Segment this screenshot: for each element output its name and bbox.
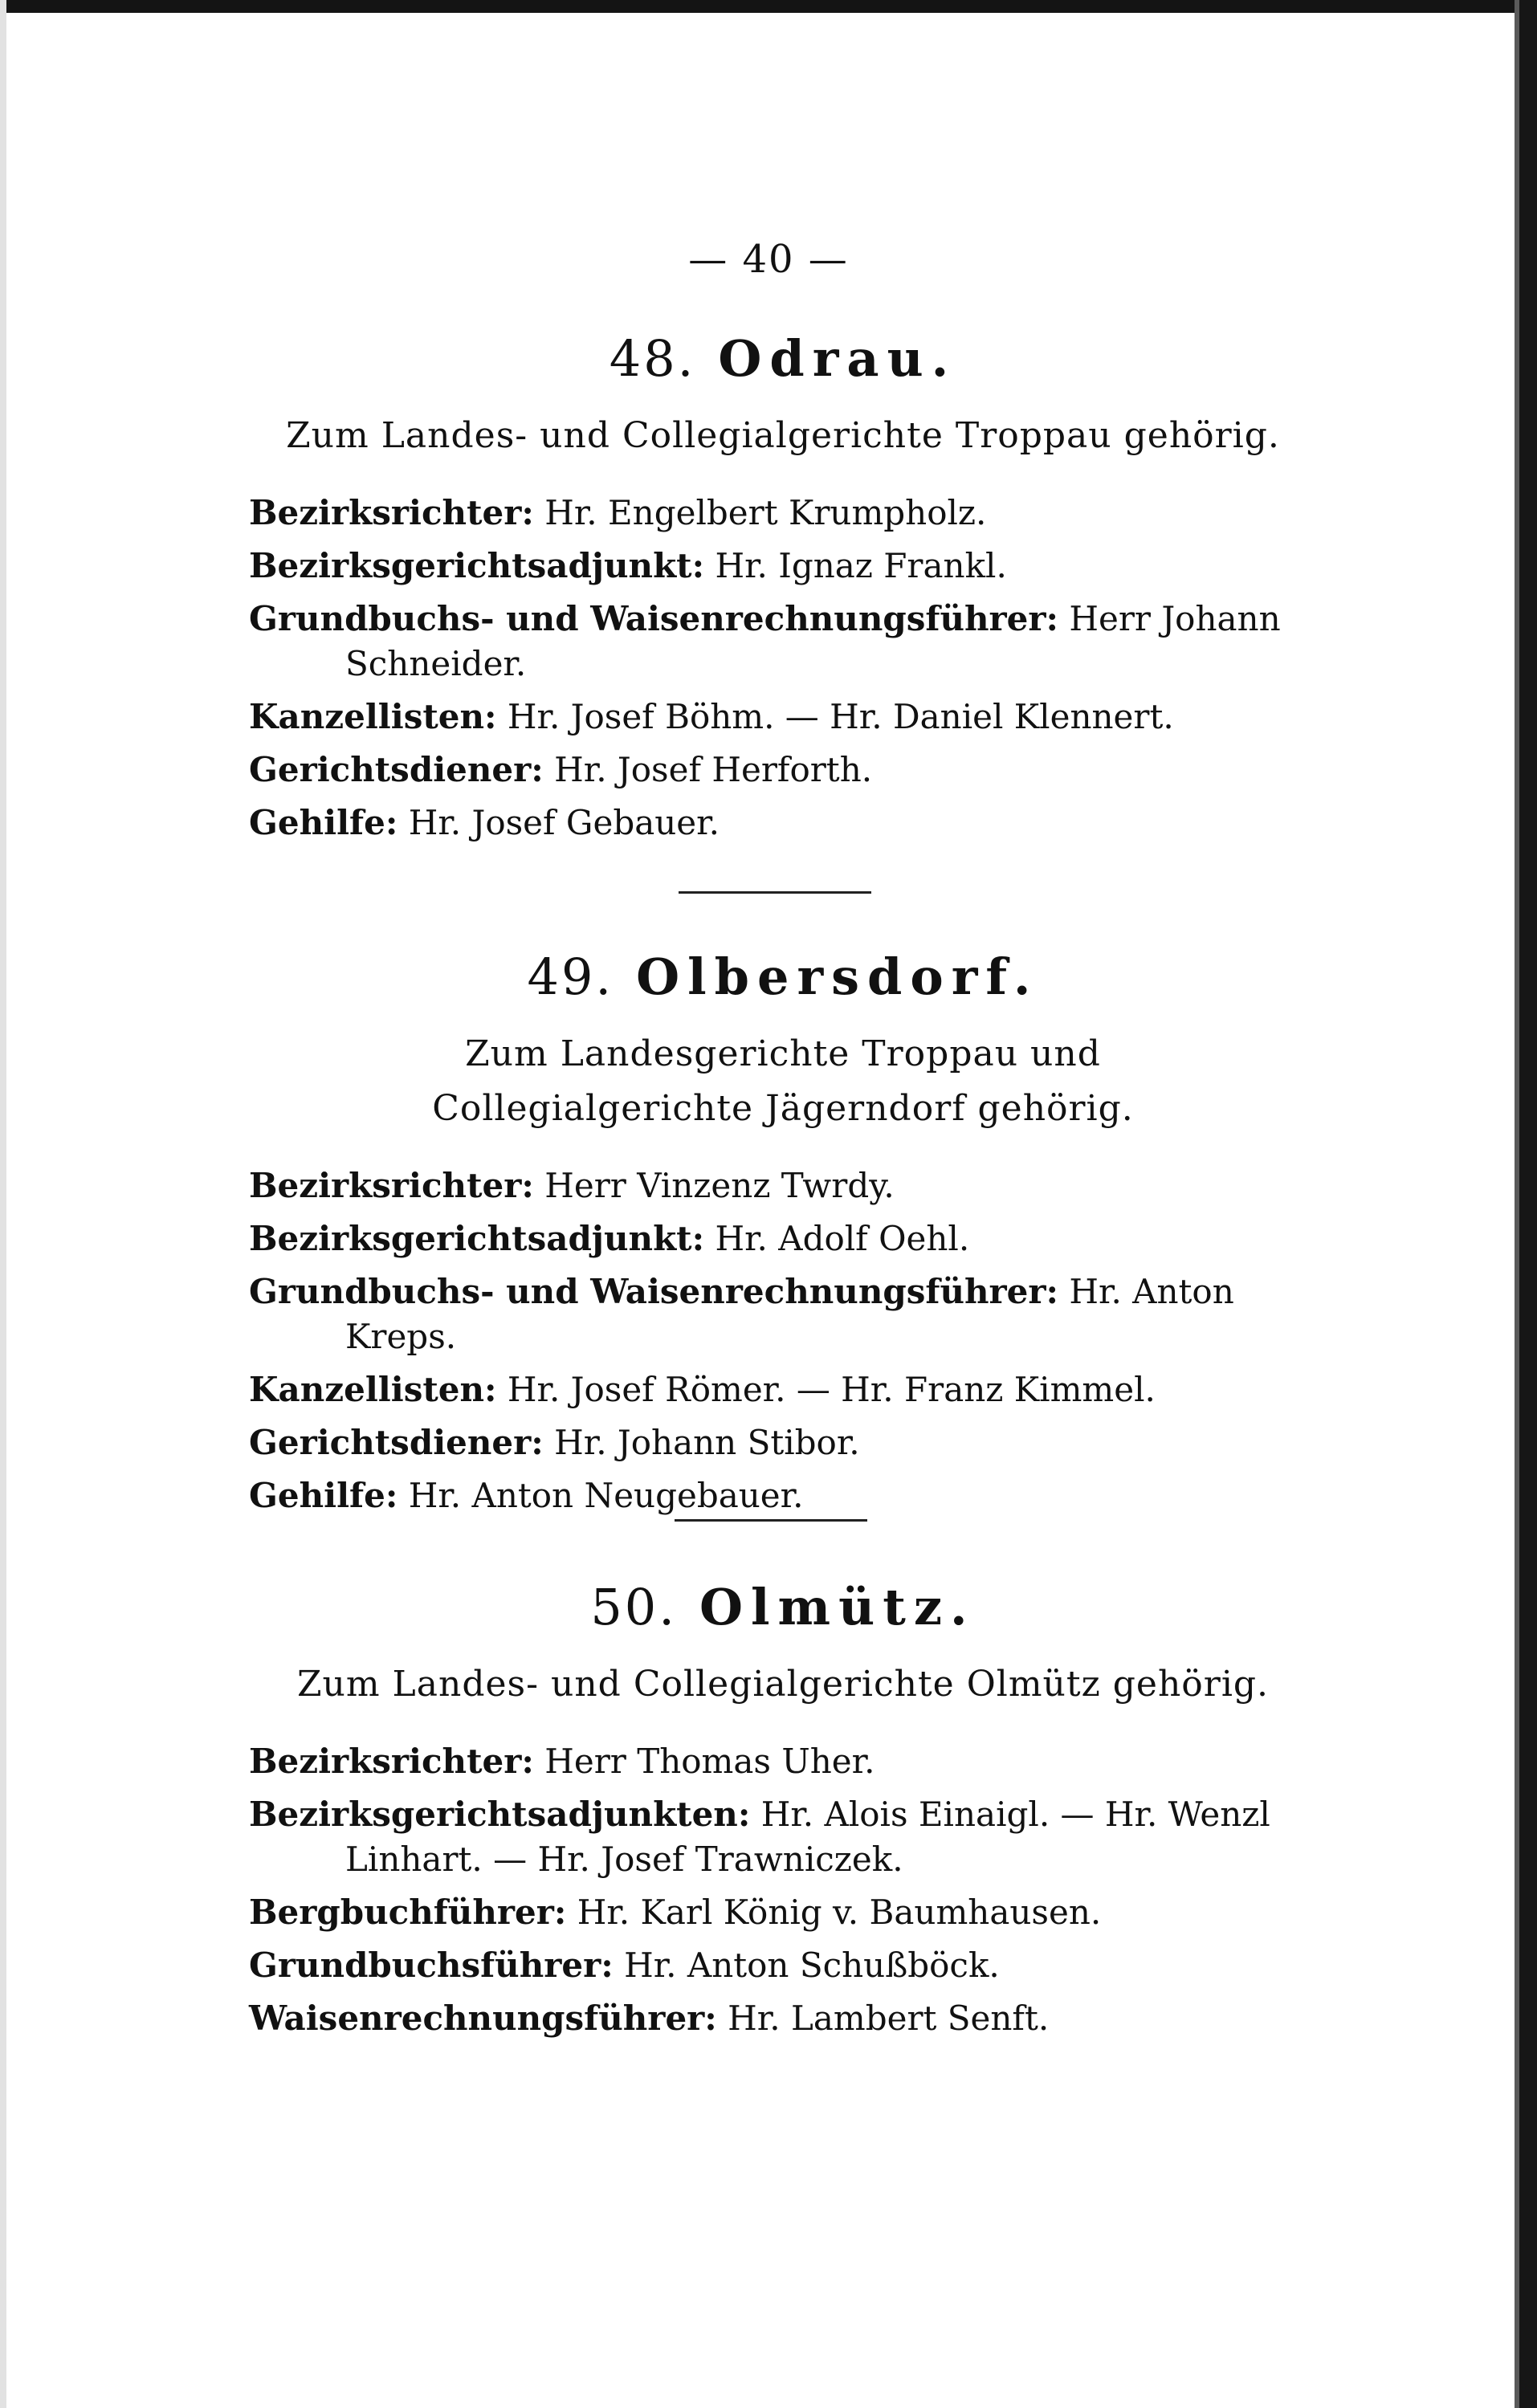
entry-row — [249, 1943, 1317, 1988]
section-title — [249, 1578, 1317, 1636]
section-title — [249, 329, 1317, 388]
section-name: Olbersdorf. — [636, 947, 1039, 1006]
entry-value: Hr. Ignaz Frankl. — [715, 546, 1007, 585]
entry-value: Hr. Karl König v. Baumhausen. — [577, 1893, 1102, 1932]
section-name: Odrau. — [718, 329, 957, 388]
entry-value: Herr Johann Schneider. — [345, 599, 1281, 683]
entry-label: Bezirksrichter: — [249, 493, 534, 532]
entry-value: Herr Vinzenz Twrdy. — [544, 1166, 895, 1205]
entry-value: Hr. Johann Stibor. — [554, 1423, 860, 1462]
entry-value: Hr. Engelbert Krumpholz. — [544, 493, 987, 532]
section-name: Olmütz. — [699, 1578, 976, 1636]
entry-label: Bezirksgerichtsadjunkt: — [249, 1219, 705, 1258]
entry-row — [249, 1792, 1317, 1882]
entry-row — [249, 1739, 1317, 1784]
section-number: 48. — [609, 329, 696, 388]
entry-value: Hr. Lambert Senft. — [728, 1999, 1050, 2038]
section-number: 50. — [590, 1578, 677, 1636]
entry-label: Gerichtsdiener: — [249, 750, 544, 789]
entry-row — [249, 1420, 1317, 1465]
entry-value: Hr. Anton Neugebauer. — [408, 1476, 804, 1515]
entry-row — [249, 801, 1317, 845]
entry-label: Bezirksgerichtsadjunkt: — [249, 546, 705, 585]
section-50 — [249, 1578, 1317, 2049]
entry-label: Bergbuchführer: — [249, 1893, 567, 1932]
entry-label: Bezirksrichter: — [249, 1166, 534, 1205]
entry-row — [249, 1890, 1317, 1935]
entry-value: Hr. Josef Herforth. — [554, 750, 873, 789]
entry-row — [249, 1473, 1317, 1518]
entry-label: Bezirksgerichtsadjunkten: — [249, 1795, 751, 1834]
entry-label: Bezirksrichter: — [249, 1742, 534, 1781]
entry-value: Hr. Josef Böhm. — Hr. Daniel Klennert. — [507, 697, 1174, 736]
entry-value: Hr. Alois Einaigl. — Hr. Wenzl Linhart. — Hr. Josef Trawniczek. — [345, 1795, 1270, 1879]
entry-row — [249, 597, 1317, 687]
scan-edge-right — [1519, 0, 1537, 2408]
entry-label: Kanzellisten: — [249, 1370, 497, 1409]
entry-value: Hr. Anton Kreps. — [345, 1272, 1234, 1356]
page-number: — 40 — — [688, 237, 849, 282]
entry-label: Gerichtsdiener: — [249, 1423, 544, 1462]
entry-value: Hr. Josef Römer. — Hr. Franz Kimmel. — [507, 1370, 1156, 1409]
section-divider — [675, 1519, 867, 1522]
entry-label: Grundbuchsführer: — [249, 1946, 614, 1985]
entry-label: Kanzellisten: — [249, 697, 497, 736]
entry-row — [249, 1996, 1317, 2041]
section-divider — [679, 891, 871, 894]
entry-label: Grundbuchs- und Waisenrechnungsführer: — [249, 599, 1058, 638]
entry-row — [249, 1216, 1317, 1261]
entry-value: Hr. Anton Schußböck. — [624, 1946, 1000, 1985]
entry-row — [249, 491, 1317, 536]
entry-value: Herr Thomas Uher. — [544, 1742, 875, 1781]
section-subtitle: Zum Landesgerichte Troppau und Collegialgerichte Jägerndorf gehörig. — [432, 1033, 1134, 1129]
entry-row — [249, 748, 1317, 792]
entry-label: Gehilfe: — [249, 1476, 398, 1515]
entry-row — [249, 1269, 1317, 1359]
entry-value: Hr. Josef Gebauer. — [408, 803, 720, 842]
entry-row — [249, 1367, 1317, 1412]
entry-label: Waisenrechnungsführer: — [249, 1999, 717, 2038]
entry-row — [249, 1163, 1317, 1208]
scan-edge-top — [0, 0, 1537, 13]
entry-row — [249, 544, 1317, 589]
entry-label: Gehilfe: — [249, 803, 398, 842]
section-48 — [249, 329, 1317, 854]
entry-label: Grundbuchs- und Waisenrechnungsführer: — [249, 1272, 1058, 1311]
scan-edge-left — [0, 0, 6, 2408]
section-number: 49. — [527, 947, 614, 1006]
section-49 — [249, 947, 1317, 1526]
section-subtitle: Zum Landes- und Collegialgerichte Troppau gehörig. — [286, 415, 1280, 456]
section-subtitle: Zum Landes- und Collegialgerichte Olmütz gehörig. — [296, 1664, 1270, 1705]
section-title — [249, 947, 1317, 1006]
entry-value: Hr. Adolf Oehl. — [715, 1219, 970, 1258]
entry-row — [249, 695, 1317, 740]
